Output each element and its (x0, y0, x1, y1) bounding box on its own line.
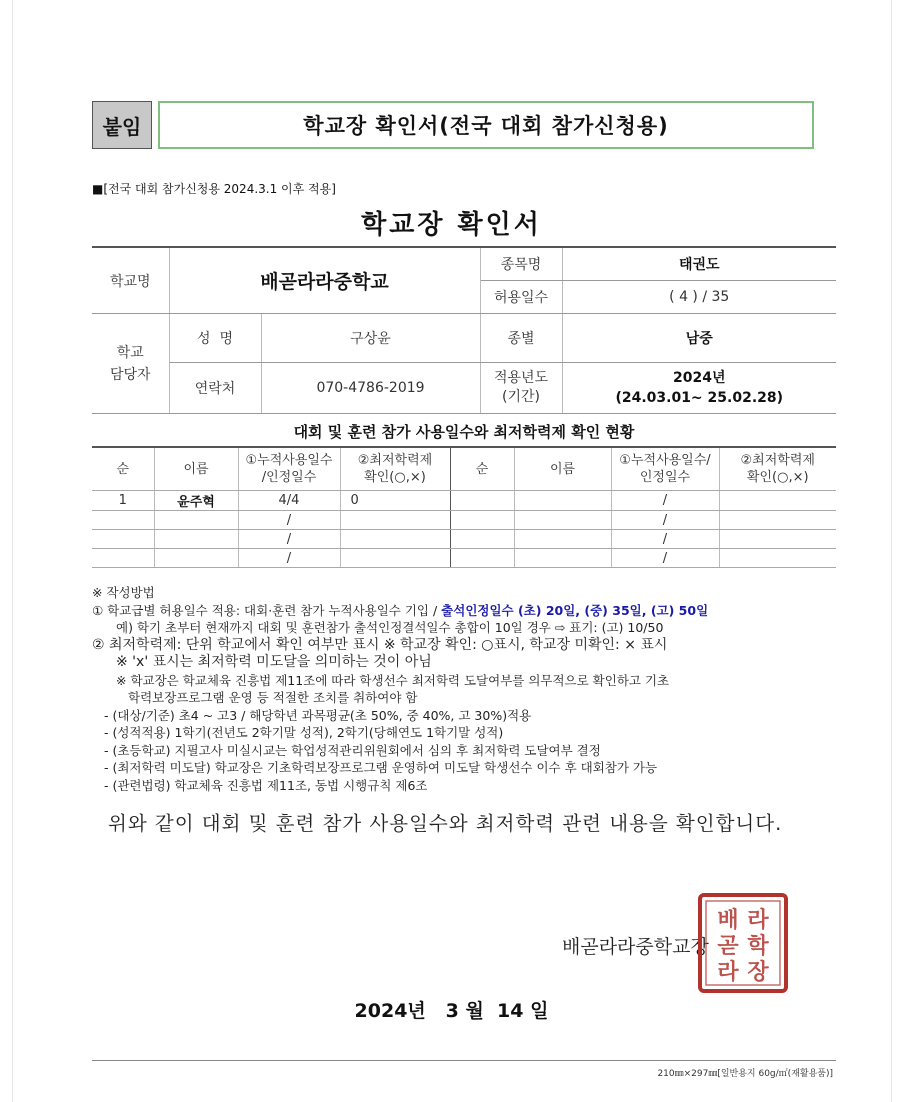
col-min-2: ②최저학력제 확인(○,×) (719, 447, 836, 491)
category-label: 종별 (480, 314, 562, 363)
official-seal-icon (697, 892, 789, 994)
usage-table (92, 446, 836, 568)
col-days: ①누적사용일수 /인정일수 (238, 447, 340, 491)
instruction-line: ※ 'x' 표시는 최저학력 미도달을 의미하는 것이 아님 (116, 654, 432, 670)
row-no-2 (450, 511, 514, 530)
name-label: 성 명 (169, 314, 261, 363)
footer-divider (92, 1060, 836, 1061)
allowed-days-label: 허용일수 (480, 281, 562, 314)
sport-value: 태권도 (562, 247, 836, 281)
row-no (92, 549, 154, 568)
name-value: 구상윤 (261, 314, 480, 363)
row-days-2: / (611, 511, 719, 530)
table-row (92, 491, 836, 511)
instruction-line: - (관련법령) 학교체육 진흥법 제11조, 동법 시행규칙 제6조 (104, 777, 428, 793)
applies-note: ■[전국 대회 참가신청용 2024.3.1 이후 적용] (92, 182, 336, 196)
row-min (340, 530, 450, 549)
principal-name: 배곧라라중학교장 (562, 936, 709, 958)
svg-text:곧: 곧 (717, 934, 739, 959)
svg-text:라: 라 (717, 960, 739, 985)
instruction-line: ② 최저학력제: 단위 학교에서 확인 여부만 표시 ※ 학교장 확인: ○표시, 학교장 미확인: × 표시 (92, 636, 668, 653)
instruction-line: ※ 학교장은 학교체육 진흥법 제11조에 따라 학생선수 최저학력 도달여부를 의무적으로 확인하고 기초 (116, 672, 670, 688)
row-days: 4/4 (238, 491, 340, 511)
row-min: 0 (340, 491, 450, 511)
row-days: / (238, 530, 340, 549)
category-value: 남중 (562, 314, 836, 363)
instruction-line: - (초등학교) 지필고사 미실시교는 학업성적관리위원회에서 심의 후 최저학력 도달여부 결정 (104, 742, 601, 758)
header-title: 학교장 확인서(전국 대회 참가신청용) (158, 101, 814, 149)
row-no-2 (450, 530, 514, 549)
contact-label: 연락처 (169, 363, 261, 414)
document-header (92, 101, 814, 149)
col-name: 이름 (154, 447, 238, 491)
paper-spec: 210㎜×297㎜[일반용지 60g/㎡(재활용품)] (657, 1069, 833, 1079)
row-name (154, 530, 238, 549)
instruction-line: 학력보장프로그램 운영 등 적절한 조치를 취하여야 함 (128, 690, 418, 705)
table-row (92, 549, 836, 568)
row-days-2: / (611, 549, 719, 568)
col-no-2: 순 (450, 447, 514, 491)
row-min-2 (719, 491, 836, 511)
school-info-table (92, 246, 836, 414)
row-name-2 (514, 511, 611, 530)
col-min: ②최저학력제 확인(○,×) (340, 447, 450, 491)
usage-section-title: 대회 및 훈련 참가 사용일수와 최저학력제 확인 현황 (293, 423, 635, 441)
instruction-highlight: 출석인정일수 (초) 20일, (중) 35일, (고) 50일 (441, 602, 709, 618)
row-min (340, 549, 450, 568)
row-days-2: / (611, 491, 719, 511)
table-row (92, 530, 836, 549)
main-title: 학교장 확인서 (361, 210, 542, 240)
row-no (92, 530, 154, 549)
sport-label: 종목명 (480, 247, 562, 281)
closing-statement: 위와 같이 대회 및 훈련 참가 사용일수와 최저학력 관련 내용을 확인합니다. (108, 812, 783, 835)
year-cell (562, 363, 836, 414)
row-no: 1 (92, 491, 154, 511)
allowed-days-value: ( 4 ) / 35 (562, 281, 836, 314)
row-min (340, 511, 450, 530)
row-days-2: / (611, 530, 719, 549)
instruction-line: - (최저학력 미도달) 학교장은 기초학력보장프로그램 운영하여 미도달 학생선수 이수 후 대회참가 가능 (104, 760, 658, 775)
issue-date: 2024년 3 월 14 일 (354, 1000, 549, 1022)
row-name (154, 511, 238, 530)
row-min-2 (719, 530, 836, 549)
row-name-2 (514, 491, 611, 511)
year-value: 2024년 (673, 370, 726, 386)
row-no (92, 511, 154, 530)
school-name: 배곧라라중학교 (169, 247, 480, 314)
row-days: / (238, 511, 340, 530)
usage-header-row (92, 447, 836, 491)
year-label: 적용년도 (기간) (480, 363, 562, 414)
row-name-2 (514, 530, 611, 549)
staff-label: 학교 담당자 (92, 314, 169, 414)
row-name-2 (514, 549, 611, 568)
attachment-label: 붙임 (92, 101, 152, 149)
row-name: 윤주혁 (154, 491, 238, 511)
col-no: 순 (92, 447, 154, 491)
row-min-2 (719, 511, 836, 530)
svg-text:라: 라 (747, 908, 769, 933)
svg-text:배: 배 (717, 908, 739, 933)
instruction-line (92, 602, 852, 620)
instructions-heading: ※ 작성방법 (92, 585, 155, 600)
year-period: (24.03.01~ 25.02.28) (615, 390, 784, 406)
instruction-text: ① 학교급별 허용일수 적용: 대회·훈련 참가 누적사용일수 기입 / (92, 602, 442, 618)
row-name (154, 549, 238, 568)
contact-value: 070-4786-2019 (261, 363, 480, 414)
col-name-2: 이름 (514, 447, 611, 491)
row-no-2 (450, 549, 514, 568)
row-days: / (238, 549, 340, 568)
col-days-2: ①누적사용일수/ 인정일수 (611, 447, 719, 491)
table-row (92, 511, 836, 530)
instruction-line: - (대상/기준) 초4 ~ 고3 / 해당학년 과목평균(초 50%, 중 40%, 고 30%)적용 (104, 707, 532, 723)
svg-text:장: 장 (747, 960, 769, 985)
instructions (92, 584, 852, 794)
instruction-line: 예) 학기 초부터 현재까지 대회 및 훈련참가 출석인정결석일수 총합이 10일 경우 ⇨ 표기: (고) 10/50 (116, 620, 664, 635)
row-min-2 (719, 549, 836, 568)
instruction-line: - (성적적용) 1학기(전년도 2학기말 성적), 2학기(당해연도 1학기말 성적) (104, 725, 504, 740)
svg-text:학: 학 (747, 934, 769, 959)
row-no-2 (450, 491, 514, 511)
school-label: 학교명 (92, 247, 169, 314)
